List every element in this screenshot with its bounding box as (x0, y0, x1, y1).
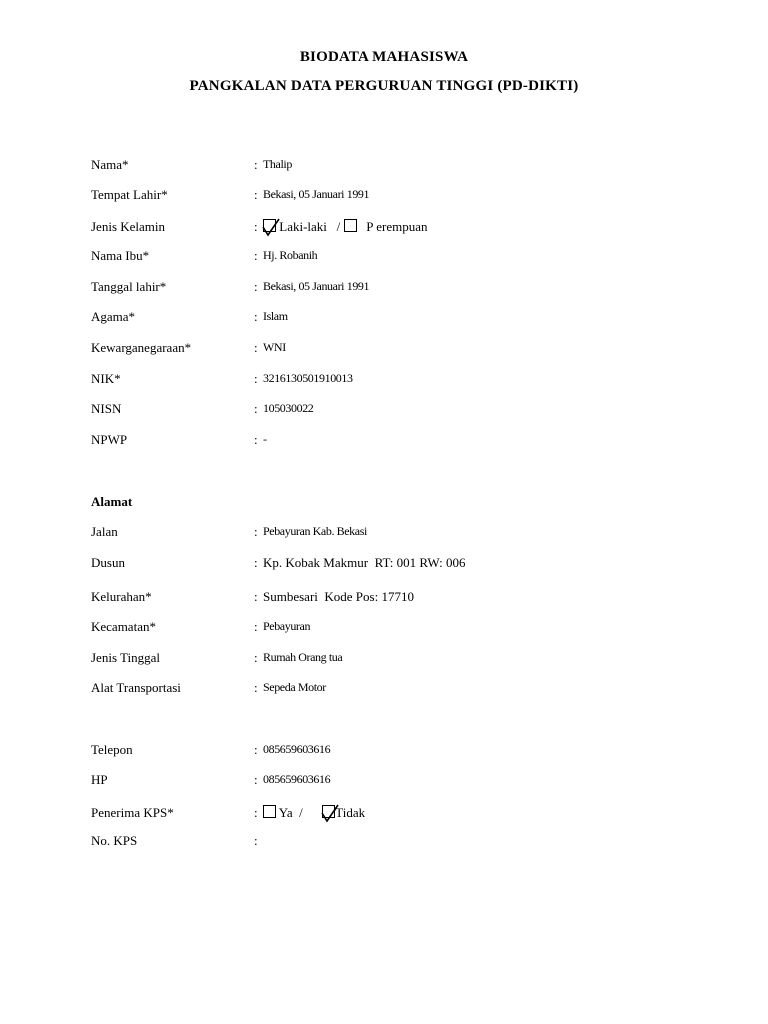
male-option-label: Laki-laki (279, 219, 327, 234)
alat-transportasi-value: Sepeda Motor (263, 680, 326, 694)
agama-label: Agama* (91, 309, 136, 324)
colon: : (254, 833, 258, 848)
tempat-lahir-value: Bekasi, 05 Januari 1991 (263, 187, 370, 201)
colon: : (254, 219, 258, 234)
colon: : (254, 340, 258, 355)
colon: : (254, 401, 258, 416)
row-hp (0, 772, 768, 792)
row-kecamatan (0, 619, 768, 639)
agama-value: Islam (263, 309, 288, 323)
dusun-label: Dusun (91, 555, 125, 570)
row-no-kps (0, 833, 768, 853)
row-penerima-kps (0, 805, 768, 825)
colon: : (254, 742, 258, 757)
row-nama-ibu (0, 248, 768, 268)
checkmark-icon (320, 804, 340, 824)
nama-value: Thalip (263, 157, 292, 171)
colon: : (254, 187, 258, 202)
colon: : (254, 805, 258, 820)
nisn-label: NISN (91, 401, 122, 416)
telepon-value: 085659603616 (263, 742, 331, 756)
kelurahan-label: Kelurahan* (91, 589, 152, 604)
row-kewarganegaraan (0, 340, 768, 360)
male-checkbox[interactable] (263, 219, 276, 232)
option-separator: / (299, 805, 303, 820)
colon: : (254, 650, 258, 665)
nik-value: 3216130501910013 (263, 371, 353, 385)
nama-ibu-value: Hj. Robanih (263, 248, 318, 262)
row-jalan (0, 524, 768, 544)
colon: : (254, 309, 258, 324)
colon: : (254, 589, 258, 604)
hp-label: HP (91, 772, 108, 787)
tanggal-lahir-label: Tanggal lahir* (91, 279, 167, 294)
nama-ibu-label: Nama Ibu* (91, 248, 150, 263)
colon: : (254, 371, 258, 386)
option-separator: / (336, 219, 341, 234)
tanggal-lahir-value: Bekasi, 05 Januari 1991 (263, 279, 370, 293)
kps-no-checkbox[interactable] (322, 805, 335, 818)
colon: : (254, 157, 258, 172)
colon: : (254, 619, 258, 634)
row-nisn (0, 401, 768, 421)
colon: : (254, 432, 258, 447)
jenis-tinggal-label: Jenis Tinggal (91, 650, 160, 665)
kps-yes-label: Ya (278, 805, 293, 820)
penerima-kps-label: Penerima KPS* (91, 805, 174, 820)
row-jenis-tinggal (0, 650, 768, 670)
female-option-label: P erempuan (366, 219, 428, 234)
colon: : (254, 524, 258, 539)
hp-value: 085659603616 (263, 772, 331, 786)
tempat-lahir-label: Tempat Lahir* (91, 187, 168, 202)
kewarganegaraan-label: Kewarganegaraan* (91, 340, 192, 355)
document-subtitle: PANGKALAN DATA PERGURUAN TINGGI (PD-DIKTI) (189, 78, 579, 94)
colon: : (254, 772, 258, 787)
jenis-kelamin-options (263, 219, 428, 235)
jenis-kelamin-label: Jenis Kelamin (91, 219, 166, 234)
colon: : (254, 555, 258, 570)
nisn-value: 105030022 (263, 401, 314, 415)
kecamatan-label: Kecamatan* (91, 619, 156, 634)
nama-label: Nama* (91, 157, 129, 172)
row-tempat-lahir (0, 187, 768, 207)
row-npwp (0, 432, 768, 452)
colon: : (254, 680, 258, 695)
telepon-label: Telepon (91, 742, 133, 757)
jalan-label: Jalan (91, 524, 118, 539)
nik-label: NIK* (91, 371, 121, 386)
npwp-value: - (263, 432, 267, 446)
kps-no-label: Tidak (335, 805, 366, 820)
jalan-value: Pebayuran Kab. Bekasi (263, 524, 367, 538)
colon: : (254, 279, 258, 294)
kps-yes-checkbox[interactable] (263, 805, 276, 818)
row-alat-transportasi (0, 680, 768, 700)
row-kelurahan (0, 589, 768, 609)
penerima-kps-options (263, 805, 365, 821)
row-dusun (0, 555, 768, 575)
kelurahan-value: Sumbesari Kode Pos: 17710 (263, 589, 414, 604)
alamat-heading: Alamat (91, 494, 133, 509)
dusun-value: Kp. Kobak Makmur RT: 001 RW: 006 (263, 555, 466, 570)
npwp-label: NPWP (91, 432, 128, 447)
colon: : (254, 248, 258, 263)
row-telepon (0, 742, 768, 762)
checkmark-icon (261, 218, 281, 238)
kewarganegaraan-value: WNI (263, 340, 286, 354)
row-agama (0, 309, 768, 329)
jenis-tinggal-value: Rumah Orang tua (263, 650, 343, 664)
row-jenis-kelamin (0, 219, 768, 239)
document-title: BIODATA MAHASISWA (299, 49, 469, 65)
row-tanggal-lahir (0, 279, 768, 299)
alat-transportasi-label: Alat Transportasi (91, 680, 181, 695)
row-nik (0, 371, 768, 391)
female-checkbox[interactable] (344, 219, 357, 232)
row-nama (0, 157, 768, 177)
no-kps-label: No. KPS (91, 833, 138, 848)
kecamatan-value: Pebayuran (263, 619, 311, 633)
